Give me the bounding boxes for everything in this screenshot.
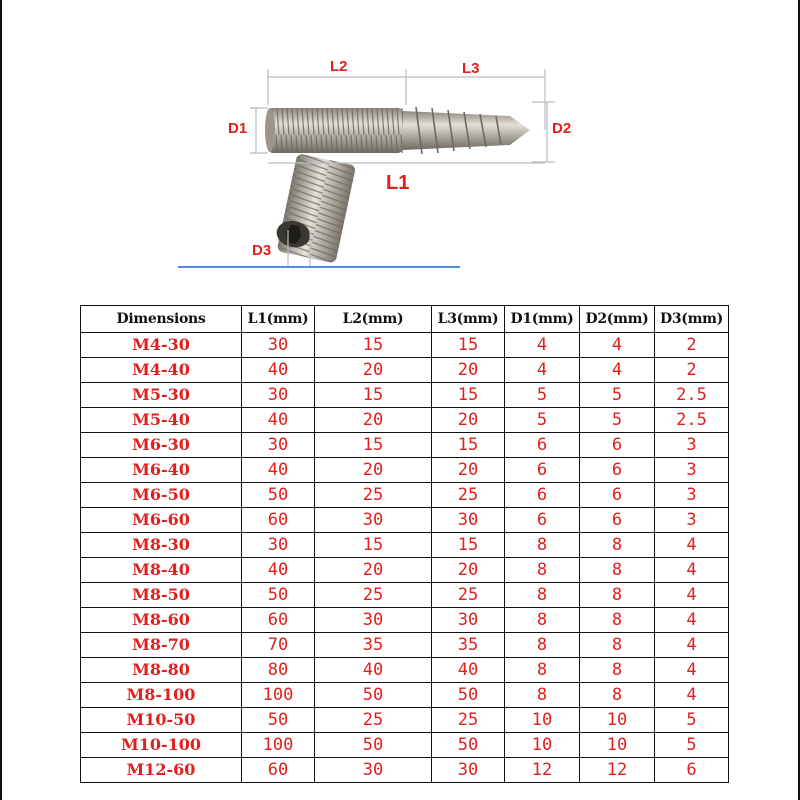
value-cell: 40: [242, 458, 315, 483]
value-cell: 35: [315, 633, 432, 658]
label-l1: L1: [386, 172, 410, 194]
model-cell: M12-60: [81, 758, 242, 783]
value-cell: 2.5: [655, 408, 729, 433]
value-cell: 25: [315, 483, 432, 508]
value-cell: 10: [580, 733, 655, 758]
table-row: [81, 383, 729, 408]
value-cell: 30: [315, 608, 432, 633]
model-cell: M10-100: [81, 733, 242, 758]
model-cell: M8-70: [81, 633, 242, 658]
value-cell: 6: [505, 458, 580, 483]
table-row: [81, 608, 729, 633]
label-l2: L2: [330, 58, 348, 75]
value-cell: 4: [655, 583, 729, 608]
value-cell: 30: [432, 758, 505, 783]
value-cell: 8: [505, 533, 580, 558]
value-cell: 50: [242, 583, 315, 608]
table-row: [81, 733, 729, 758]
value-cell: 6: [505, 508, 580, 533]
model-cell: M6-60: [81, 508, 242, 533]
value-cell: 60: [242, 608, 315, 633]
value-cell: 5: [580, 383, 655, 408]
value-cell: 5: [580, 408, 655, 433]
value-cell: 8: [505, 583, 580, 608]
value-cell: 12: [580, 758, 655, 783]
value-cell: 50: [315, 733, 432, 758]
table-row: [81, 458, 729, 483]
table-row: [81, 683, 729, 708]
column-header: Dimensions: [81, 306, 242, 333]
value-cell: 10: [580, 708, 655, 733]
model-cell: M4-30: [81, 333, 242, 358]
value-cell: 20: [315, 558, 432, 583]
value-cell: 4: [505, 333, 580, 358]
value-cell: 50: [242, 483, 315, 508]
column-header: L2(mm): [315, 306, 432, 333]
value-cell: 15: [315, 383, 432, 408]
value-cell: 50: [242, 708, 315, 733]
model-cell: M8-80: [81, 658, 242, 683]
value-cell: 5: [505, 408, 580, 433]
value-cell: 8: [580, 583, 655, 608]
value-cell: 25: [432, 708, 505, 733]
model-cell: M8-100: [81, 683, 242, 708]
table-row: [81, 558, 729, 583]
value-cell: 30: [315, 758, 432, 783]
model-cell: M4-40: [81, 358, 242, 383]
model-cell: M6-30: [81, 433, 242, 458]
value-cell: 5: [505, 383, 580, 408]
value-cell: 20: [432, 358, 505, 383]
value-cell: 30: [242, 383, 315, 408]
value-cell: 20: [315, 358, 432, 383]
column-header: D2(mm): [580, 306, 655, 333]
model-cell: M10-50: [81, 708, 242, 733]
column-header: L1(mm): [242, 306, 315, 333]
value-cell: 80: [242, 658, 315, 683]
value-cell: 3: [655, 433, 729, 458]
table-row: [81, 433, 729, 458]
value-cell: 4: [655, 558, 729, 583]
column-header: D1(mm): [505, 306, 580, 333]
column-header: D3(mm): [655, 306, 729, 333]
value-cell: 10: [505, 708, 580, 733]
value-cell: 20: [315, 458, 432, 483]
value-cell: 60: [242, 758, 315, 783]
value-cell: 15: [315, 433, 432, 458]
value-cell: 4: [580, 358, 655, 383]
value-cell: 40: [315, 658, 432, 683]
value-cell: 15: [315, 333, 432, 358]
value-cell: 4: [505, 358, 580, 383]
model-cell: M5-30: [81, 383, 242, 408]
value-cell: 70: [242, 633, 315, 658]
value-cell: 15: [432, 383, 505, 408]
value-cell: 20: [432, 458, 505, 483]
value-cell: 8: [505, 558, 580, 583]
value-cell: 8: [580, 658, 655, 683]
value-cell: 6: [505, 483, 580, 508]
value-cell: 30: [242, 433, 315, 458]
value-cell: 10: [505, 733, 580, 758]
model-cell: M6-40: [81, 458, 242, 483]
table-row: [81, 658, 729, 683]
value-cell: 8: [580, 683, 655, 708]
value-cell: 30: [432, 508, 505, 533]
value-cell: 2: [655, 333, 729, 358]
value-cell: 60: [242, 508, 315, 533]
table-row: [81, 333, 729, 358]
value-cell: 25: [315, 583, 432, 608]
value-cell: 6: [580, 483, 655, 508]
value-cell: 6: [580, 458, 655, 483]
value-cell: 20: [432, 558, 505, 583]
value-cell: 40: [432, 658, 505, 683]
table-row: [81, 508, 729, 533]
model-cell: M8-50: [81, 583, 242, 608]
value-cell: 25: [315, 708, 432, 733]
value-cell: 50: [432, 683, 505, 708]
value-cell: 100: [242, 733, 315, 758]
value-cell: 3: [655, 458, 729, 483]
value-cell: 6: [505, 433, 580, 458]
second-screw: [273, 152, 356, 263]
value-cell: 6: [580, 508, 655, 533]
value-cell: 6: [655, 758, 729, 783]
label-l3: L3: [462, 60, 480, 77]
table-row: [81, 708, 729, 733]
value-cell: 4: [655, 658, 729, 683]
value-cell: 20: [432, 408, 505, 433]
value-cell: 40: [242, 408, 315, 433]
value-cell: 40: [242, 558, 315, 583]
value-cell: 25: [432, 583, 505, 608]
screw-diagram: [170, 55, 640, 275]
value-cell: 25: [432, 483, 505, 508]
value-cell: 4: [655, 683, 729, 708]
value-cell: 8: [580, 633, 655, 658]
value-cell: 15: [432, 333, 505, 358]
table-row: [81, 358, 729, 383]
label-d3: D3: [252, 242, 272, 259]
model-cell: M8-40: [81, 558, 242, 583]
value-cell: 5: [655, 733, 729, 758]
value-cell: 50: [432, 733, 505, 758]
table-row: [81, 533, 729, 558]
value-cell: 8: [505, 608, 580, 633]
value-cell: 6: [580, 433, 655, 458]
table-row: [81, 758, 729, 783]
page-frame-left: [0, 0, 2, 800]
value-cell: 30: [242, 333, 315, 358]
value-cell: 8: [505, 683, 580, 708]
value-cell: 12: [505, 758, 580, 783]
value-cell: 8: [580, 608, 655, 633]
value-cell: 4: [655, 608, 729, 633]
value-cell: 4: [655, 633, 729, 658]
table-row: [81, 583, 729, 608]
value-cell: 100: [242, 683, 315, 708]
table-row: [81, 483, 729, 508]
table-header-row: [81, 306, 729, 333]
main-screw: [265, 107, 530, 154]
model-cell: M6-50: [81, 483, 242, 508]
table-row: [81, 633, 729, 658]
value-cell: 40: [242, 358, 315, 383]
value-cell: 30: [315, 508, 432, 533]
value-cell: 4: [580, 333, 655, 358]
screw-drawing: [170, 55, 640, 275]
value-cell: 15: [432, 533, 505, 558]
value-cell: 3: [655, 483, 729, 508]
value-cell: 15: [432, 433, 505, 458]
value-cell: 5: [655, 708, 729, 733]
model-cell: M8-60: [81, 608, 242, 633]
value-cell: 3: [655, 508, 729, 533]
value-cell: 2: [655, 358, 729, 383]
column-header: L3(mm): [432, 306, 505, 333]
dimensions-table: [80, 305, 729, 783]
value-cell: 8: [505, 633, 580, 658]
label-d2: D2: [552, 120, 572, 137]
value-cell: 35: [432, 633, 505, 658]
model-cell: M5-40: [81, 408, 242, 433]
value-cell: 50: [315, 683, 432, 708]
value-cell: 4: [655, 533, 729, 558]
value-cell: 20: [315, 408, 432, 433]
model-cell: M8-30: [81, 533, 242, 558]
value-cell: 30: [432, 608, 505, 633]
value-cell: 8: [580, 533, 655, 558]
value-cell: 30: [242, 533, 315, 558]
label-d1: D1: [228, 120, 248, 137]
value-cell: 8: [505, 658, 580, 683]
value-cell: 15: [315, 533, 432, 558]
table-body: [81, 333, 729, 783]
table-row: [81, 408, 729, 433]
value-cell: 8: [580, 558, 655, 583]
value-cell: 2.5: [655, 383, 729, 408]
